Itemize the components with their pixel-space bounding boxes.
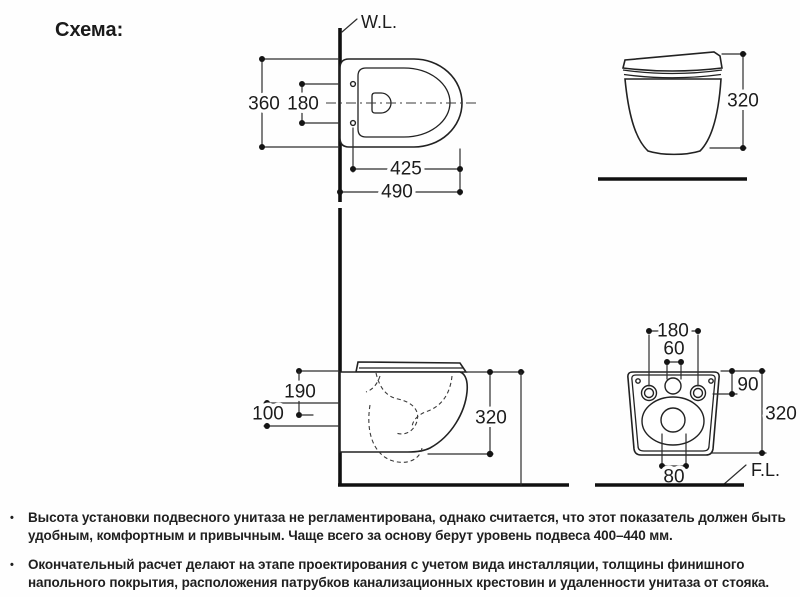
dim-dot [664,359,670,365]
page-title: Схема: [55,19,124,41]
dim-dot [646,328,652,334]
note-item [10,509,792,545]
side-view [252,208,569,486]
dim-label-320: 320 [475,407,507,429]
toilet-lid-front [623,52,722,71]
dim-dot [487,369,493,375]
dim-dot [337,189,343,195]
front-view [598,51,759,179]
dim-label-180: 180 [287,93,319,115]
screw-hole [636,379,640,383]
outlet-hole [661,408,685,432]
note-text: Высота установки подвесного унитаза не регламентирована, однако считается, что этот показатель должен быть удобным, комфортным и привычным. Чаще всего за основу берут уровень подвеса 400–440 мм. [28,510,786,543]
floor-level-label: F.L. [751,460,781,480]
dim-label-80: 80 [663,466,685,488]
dim-dot [695,328,701,334]
dim-label-320: 320 [765,403,797,425]
dim-dot [299,81,305,87]
dim-dot [729,368,735,374]
rear-view [595,321,797,488]
note-text: Окончательный расчет делают на этапе проектирования с учетом вида инсталляции, толщины финишного напольного покрытия, расположения патрубков канализационных крестовин и удаленности унитаза от стояка. [28,557,770,590]
dim-dot [259,144,265,150]
bullet-marker: • [10,512,14,524]
dim-side-rim-to-inlet [284,368,339,418]
dim-dot [457,166,463,172]
toilet-bowl-side [340,372,467,452]
wall-level-label: W.L. [361,12,398,32]
dim-dot [487,451,493,457]
dim-dot [759,368,765,374]
dim-dot [740,51,746,57]
dim-label-360: 360 [248,93,280,115]
dim-dot [350,166,356,172]
dim-dot [259,56,265,62]
screw-hole [709,379,713,383]
top-view [248,12,477,203]
dim-label-190: 190 [284,381,316,403]
dim-label-320: 320 [727,90,759,112]
dim-label-60: 60 [663,338,685,360]
hinge-hole [351,121,356,126]
dim-dot [457,189,463,195]
toilet-bowl-front [625,79,721,154]
dim-label-90: 90 [737,374,759,396]
note-item [10,556,792,592]
floor-leader-line [723,465,746,485]
dim-dot [678,359,684,365]
dim-label-180: 180 [657,320,689,342]
bullet-marker: • [10,559,14,571]
dim-label-425: 425 [390,158,422,180]
hinge-hole [351,82,356,87]
water-inlet-hole [665,378,681,394]
dim-dot [740,145,746,151]
dim-label-490: 490 [381,181,413,203]
notes-section [10,509,792,597]
dim-side-inlet-offset [252,400,339,429]
dim-dot [729,391,735,397]
dim-top-overall-depth [337,182,463,203]
dim-rear-top-to-inlet [713,368,765,397]
mounting-hole-inner [645,389,654,398]
dim-dot [759,450,765,456]
wall-leader-line [342,19,357,32]
dim-dot [299,120,305,126]
dim-label-100: 100 [252,403,284,425]
toilet-lid-side [356,362,466,372]
mounting-hole-inner [694,389,703,398]
